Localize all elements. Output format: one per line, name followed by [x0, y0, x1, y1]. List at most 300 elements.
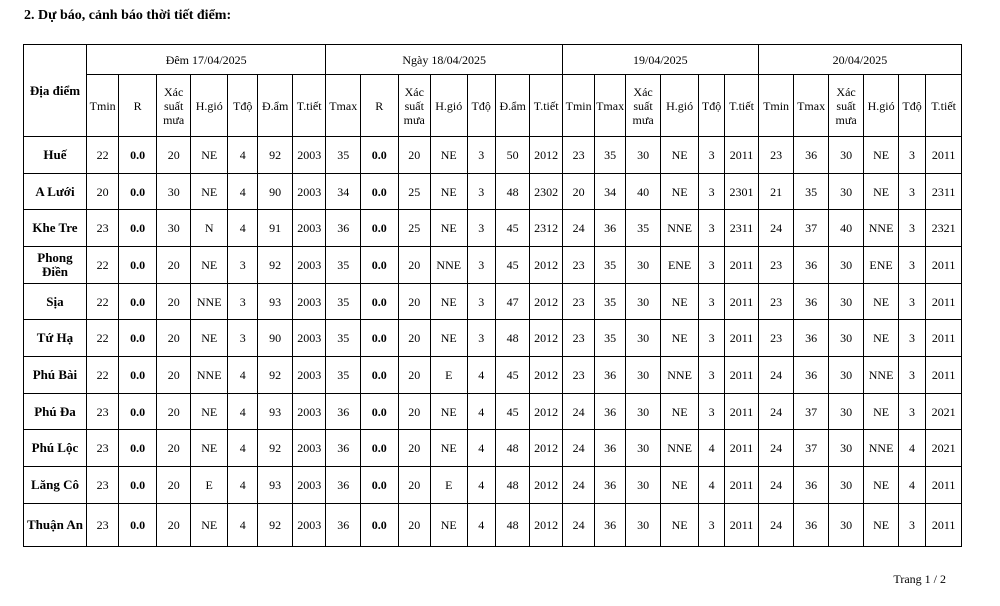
data-cell: 3: [898, 210, 925, 247]
data-cell: NE: [191, 430, 228, 467]
data-cell: 23: [562, 247, 594, 284]
data-cell: 2012: [530, 357, 562, 394]
data-cell: 20: [156, 467, 191, 504]
data-cell: 0.0: [360, 247, 398, 284]
data-cell: 0.0: [360, 430, 398, 467]
data-cell: 2011: [725, 467, 759, 504]
data-cell: 30: [828, 357, 864, 394]
group-header: Ngày 18/04/2025: [326, 45, 562, 75]
column-header: T.tiết: [725, 75, 759, 137]
data-cell: 30: [625, 137, 661, 174]
data-cell: 30: [828, 137, 864, 174]
data-cell: 93: [258, 284, 293, 320]
data-cell: 23: [86, 467, 118, 504]
data-cell: 92: [258, 430, 293, 467]
data-cell: 2302: [530, 174, 562, 210]
data-cell: 3: [698, 137, 724, 174]
data-cell: 35: [595, 247, 625, 284]
column-header: Tđộ: [227, 75, 257, 137]
data-cell: 91: [258, 210, 293, 247]
column-header: Đ.ẩm: [258, 75, 293, 137]
data-cell: 35: [326, 320, 361, 357]
data-cell: 3: [698, 357, 724, 394]
data-cell: NNE: [661, 210, 699, 247]
data-cell: 3: [698, 284, 724, 320]
data-cell: 45: [495, 210, 530, 247]
data-cell: 2021: [926, 394, 962, 430]
data-cell: 4: [698, 467, 724, 504]
data-cell: 20: [156, 320, 191, 357]
data-cell: 30: [828, 394, 864, 430]
data-cell: 4: [898, 430, 925, 467]
weather-forecast-table: [23, 44, 962, 547]
data-cell: NNE: [864, 357, 899, 394]
data-cell: 3: [467, 137, 495, 174]
data-cell: NE: [191, 137, 228, 174]
data-cell: NE: [430, 284, 467, 320]
data-cell: NE: [430, 394, 467, 430]
data-cell: 36: [326, 504, 361, 547]
data-cell: NE: [430, 210, 467, 247]
data-cell: 24: [562, 210, 594, 247]
table-row: [24, 284, 962, 320]
data-cell: 2011: [725, 430, 759, 467]
data-cell: 20: [398, 430, 430, 467]
data-cell: NE: [661, 394, 699, 430]
data-cell: 36: [326, 467, 361, 504]
data-cell: 48: [495, 504, 530, 547]
table-row: [24, 430, 962, 467]
data-cell: 36: [595, 467, 625, 504]
data-cell: 2011: [926, 137, 962, 174]
data-cell: 20: [398, 137, 430, 174]
data-cell: N: [191, 210, 228, 247]
data-cell: 2003: [292, 284, 326, 320]
column-header: Tmin: [562, 75, 594, 137]
data-cell: NE: [864, 137, 899, 174]
data-cell: 0.0: [360, 174, 398, 210]
data-cell: 3: [898, 247, 925, 284]
data-cell: 36: [595, 394, 625, 430]
data-cell: 24: [758, 467, 794, 504]
data-cell: 36: [326, 430, 361, 467]
data-cell: 0.0: [119, 174, 157, 210]
data-cell: 3: [698, 174, 724, 210]
data-cell: 4: [467, 467, 495, 504]
data-cell: 36: [794, 137, 829, 174]
data-cell: 2003: [292, 357, 326, 394]
data-cell: NE: [661, 320, 699, 357]
data-cell: 36: [595, 430, 625, 467]
table-row: [24, 357, 962, 394]
data-cell: NE: [661, 137, 699, 174]
data-cell: 3: [467, 247, 495, 284]
data-cell: 0.0: [119, 137, 157, 174]
table-row: [24, 394, 962, 430]
data-cell: 2011: [725, 137, 759, 174]
data-cell: 3: [698, 504, 724, 547]
data-cell: 2011: [725, 284, 759, 320]
data-cell: NNE: [661, 430, 699, 467]
column-header: Tmax: [595, 75, 625, 137]
data-cell: 34: [326, 174, 361, 210]
data-cell: E: [430, 357, 467, 394]
data-cell: 0.0: [119, 357, 157, 394]
data-cell: E: [191, 467, 228, 504]
data-cell: 92: [258, 357, 293, 394]
table-row: [24, 504, 962, 547]
column-header: T.tiết: [530, 75, 562, 137]
data-cell: 30: [828, 430, 864, 467]
group-header: 20/04/2025: [758, 45, 961, 75]
data-cell: 2003: [292, 504, 326, 547]
table-row: [24, 174, 962, 210]
location-cell: Phong Điền: [24, 247, 87, 284]
data-cell: 20: [398, 284, 430, 320]
data-cell: 20: [156, 430, 191, 467]
data-cell: 30: [828, 504, 864, 547]
data-cell: 90: [258, 320, 293, 357]
data-cell: 2011: [725, 394, 759, 430]
data-cell: 37: [794, 210, 829, 247]
location-cell: Lăng Cô: [24, 467, 87, 504]
data-cell: 4: [227, 504, 257, 547]
data-cell: 47: [495, 284, 530, 320]
column-header: Xác suất mưa: [828, 75, 864, 137]
data-cell: 25: [398, 210, 430, 247]
data-cell: 0.0: [119, 320, 157, 357]
data-cell: 4: [227, 137, 257, 174]
data-cell: 36: [326, 210, 361, 247]
location-cell: Phú Đa: [24, 394, 87, 430]
data-cell: E: [430, 467, 467, 504]
table-row: [24, 137, 962, 174]
data-cell: 48: [495, 174, 530, 210]
data-cell: 35: [625, 210, 661, 247]
data-cell: 3: [227, 284, 257, 320]
data-cell: 0.0: [360, 394, 398, 430]
location-cell: Sịa: [24, 284, 87, 320]
data-cell: 3: [898, 320, 925, 357]
data-cell: 0.0: [119, 247, 157, 284]
data-cell: 3: [898, 284, 925, 320]
data-cell: 23: [86, 430, 118, 467]
data-cell: 4: [227, 357, 257, 394]
data-cell: 4: [898, 467, 925, 504]
data-cell: 35: [326, 247, 361, 284]
data-cell: 2012: [530, 137, 562, 174]
data-cell: 48: [495, 430, 530, 467]
data-cell: NE: [864, 174, 899, 210]
data-cell: 24: [758, 394, 794, 430]
data-cell: 36: [794, 357, 829, 394]
data-cell: 20: [562, 174, 594, 210]
data-cell: 30: [156, 210, 191, 247]
data-cell: 2311: [926, 174, 962, 210]
data-cell: NNE: [661, 357, 699, 394]
data-cell: 40: [625, 174, 661, 210]
column-header: Đ.ẩm: [495, 75, 530, 137]
data-cell: 93: [258, 394, 293, 430]
data-cell: 30: [625, 247, 661, 284]
data-cell: 20: [156, 137, 191, 174]
data-cell: 23: [758, 247, 794, 284]
data-cell: 2003: [292, 210, 326, 247]
data-cell: NE: [864, 284, 899, 320]
data-cell: 23: [562, 320, 594, 357]
data-cell: NNE: [864, 210, 899, 247]
data-cell: 92: [258, 504, 293, 547]
data-cell: 2012: [530, 247, 562, 284]
data-cell: 3: [698, 247, 724, 284]
data-cell: 25: [398, 174, 430, 210]
data-cell: NE: [661, 284, 699, 320]
data-cell: 0.0: [360, 210, 398, 247]
data-cell: 24: [758, 430, 794, 467]
data-cell: 24: [562, 394, 594, 430]
data-cell: NE: [430, 320, 467, 357]
column-header: T.tiết: [926, 75, 962, 137]
data-cell: NE: [430, 174, 467, 210]
data-cell: 3: [467, 210, 495, 247]
data-cell: 30: [625, 284, 661, 320]
data-cell: 36: [794, 467, 829, 504]
data-cell: 24: [562, 504, 594, 547]
data-cell: 36: [794, 247, 829, 284]
data-cell: 2012: [530, 504, 562, 547]
data-cell: 3: [898, 357, 925, 394]
page-number: Trang 1 / 2: [893, 572, 946, 586]
data-cell: 20: [156, 504, 191, 547]
data-cell: 23: [86, 394, 118, 430]
data-cell: 23: [758, 284, 794, 320]
section-heading: 2. Dự báo, cảnh báo thời tiết điểm:: [24, 8, 232, 23]
data-cell: NE: [864, 320, 899, 357]
data-cell: NE: [864, 467, 899, 504]
data-cell: 2003: [292, 320, 326, 357]
group-header: Đêm 17/04/2025: [86, 45, 326, 75]
data-cell: 24: [758, 210, 794, 247]
data-cell: 20: [398, 394, 430, 430]
data-cell: 2012: [530, 284, 562, 320]
column-header: Tmax: [794, 75, 829, 137]
data-cell: 35: [794, 174, 829, 210]
data-cell: 30: [625, 430, 661, 467]
data-cell: 48: [495, 320, 530, 357]
data-cell: 0.0: [119, 210, 157, 247]
data-cell: 90: [258, 174, 293, 210]
data-cell: 37: [794, 430, 829, 467]
location-header: Địa điểm: [24, 45, 87, 137]
data-cell: 3: [898, 137, 925, 174]
data-cell: NE: [191, 174, 228, 210]
data-cell: 3: [227, 247, 257, 284]
column-header: H.gió: [191, 75, 228, 137]
data-cell: 2003: [292, 137, 326, 174]
data-cell: 22: [86, 137, 118, 174]
location-cell: A Lưới: [24, 174, 87, 210]
data-cell: NE: [191, 504, 228, 547]
data-cell: 22: [86, 320, 118, 357]
data-cell: 45: [495, 394, 530, 430]
data-cell: 30: [625, 357, 661, 394]
data-cell: 4: [467, 430, 495, 467]
data-cell: NE: [864, 394, 899, 430]
data-cell: 4: [227, 430, 257, 467]
group-header-row: [24, 45, 962, 75]
data-cell: 36: [794, 284, 829, 320]
data-cell: 24: [758, 504, 794, 547]
data-cell: 92: [258, 247, 293, 284]
data-cell: 20: [156, 284, 191, 320]
data-cell: 0.0: [360, 320, 398, 357]
data-cell: 20: [398, 467, 430, 504]
data-cell: 30: [625, 394, 661, 430]
data-cell: 45: [495, 357, 530, 394]
location-cell: Huế: [24, 137, 87, 174]
location-cell: Phú Lộc: [24, 430, 87, 467]
data-cell: 2011: [926, 504, 962, 547]
column-header: Xác suất mưa: [398, 75, 430, 137]
data-cell: 2003: [292, 247, 326, 284]
column-header-row: [24, 75, 962, 137]
data-cell: 23: [562, 137, 594, 174]
data-cell: 24: [562, 430, 594, 467]
data-cell: 20: [398, 357, 430, 394]
data-cell: 0.0: [360, 357, 398, 394]
data-cell: NE: [661, 504, 699, 547]
data-cell: 22: [86, 247, 118, 284]
data-cell: 30: [625, 467, 661, 504]
data-cell: 45: [495, 247, 530, 284]
column-header: Xác suất mưa: [625, 75, 661, 137]
data-cell: 30: [828, 247, 864, 284]
location-cell: Khe Tre: [24, 210, 87, 247]
data-cell: 3: [898, 504, 925, 547]
data-cell: 35: [326, 284, 361, 320]
column-header: T.tiết: [292, 75, 326, 137]
data-cell: 3: [698, 320, 724, 357]
data-cell: 2011: [725, 357, 759, 394]
data-cell: 2311: [725, 210, 759, 247]
data-cell: 2011: [725, 504, 759, 547]
column-header: Tmax: [326, 75, 361, 137]
data-cell: 0.0: [360, 137, 398, 174]
data-cell: 2012: [530, 394, 562, 430]
data-cell: ENE: [864, 247, 899, 284]
data-cell: 2011: [725, 247, 759, 284]
column-header: Tmin: [758, 75, 794, 137]
column-header: R: [360, 75, 398, 137]
column-header: Tđộ: [898, 75, 925, 137]
data-cell: 23: [758, 320, 794, 357]
data-cell: 0.0: [119, 394, 157, 430]
column-header: H.gió: [864, 75, 899, 137]
data-cell: ENE: [661, 247, 699, 284]
data-cell: 0.0: [360, 284, 398, 320]
data-cell: NNE: [191, 357, 228, 394]
data-cell: 30: [625, 504, 661, 547]
column-header: H.gió: [661, 75, 699, 137]
data-cell: 40: [828, 210, 864, 247]
data-cell: 36: [794, 320, 829, 357]
data-cell: 22: [86, 357, 118, 394]
data-cell: 4: [227, 210, 257, 247]
data-cell: 36: [595, 504, 625, 547]
data-cell: 30: [156, 174, 191, 210]
data-cell: 35: [595, 137, 625, 174]
data-cell: 4: [467, 394, 495, 430]
data-cell: 23: [758, 137, 794, 174]
data-cell: 36: [595, 210, 625, 247]
data-cell: 30: [828, 467, 864, 504]
data-cell: 2003: [292, 430, 326, 467]
data-cell: 93: [258, 467, 293, 504]
data-cell: NE: [661, 174, 699, 210]
data-cell: NE: [430, 504, 467, 547]
data-cell: 4: [698, 430, 724, 467]
data-cell: 2312: [530, 210, 562, 247]
data-cell: 22: [86, 284, 118, 320]
data-cell: NE: [430, 137, 467, 174]
data-cell: 0.0: [119, 467, 157, 504]
data-cell: 36: [326, 394, 361, 430]
data-cell: 20: [398, 247, 430, 284]
data-cell: 0.0: [360, 504, 398, 547]
data-cell: 3: [898, 394, 925, 430]
data-cell: 2301: [725, 174, 759, 210]
data-cell: 2012: [530, 430, 562, 467]
data-cell: 20: [398, 320, 430, 357]
location-cell: Tứ Hạ: [24, 320, 87, 357]
data-cell: 3: [467, 284, 495, 320]
column-header: Tđộ: [698, 75, 724, 137]
table-row: [24, 247, 962, 284]
data-cell: 3: [698, 210, 724, 247]
data-cell: 24: [562, 467, 594, 504]
data-cell: 36: [595, 357, 625, 394]
data-cell: NE: [191, 247, 228, 284]
data-cell: 2011: [926, 357, 962, 394]
data-cell: 35: [595, 320, 625, 357]
data-cell: 30: [828, 174, 864, 210]
data-cell: 2011: [926, 284, 962, 320]
table-row: [24, 210, 962, 247]
data-cell: 23: [562, 284, 594, 320]
data-cell: 2011: [926, 320, 962, 357]
data-cell: 0.0: [360, 467, 398, 504]
data-cell: 3: [898, 174, 925, 210]
data-cell: 48: [495, 467, 530, 504]
data-cell: 92: [258, 137, 293, 174]
data-cell: 2012: [530, 467, 562, 504]
data-cell: 4: [227, 467, 257, 504]
data-cell: NE: [864, 504, 899, 547]
column-header: Xác suất mưa: [156, 75, 191, 137]
data-cell: 30: [828, 320, 864, 357]
data-cell: 3: [698, 394, 724, 430]
data-cell: 20: [86, 174, 118, 210]
data-cell: 34: [595, 174, 625, 210]
data-cell: 2003: [292, 174, 326, 210]
column-header: H.gió: [430, 75, 467, 137]
data-cell: 35: [326, 137, 361, 174]
data-cell: 4: [227, 394, 257, 430]
data-cell: 23: [86, 504, 118, 547]
data-cell: 0.0: [119, 284, 157, 320]
data-cell: NE: [191, 394, 228, 430]
data-cell: 21: [758, 174, 794, 210]
